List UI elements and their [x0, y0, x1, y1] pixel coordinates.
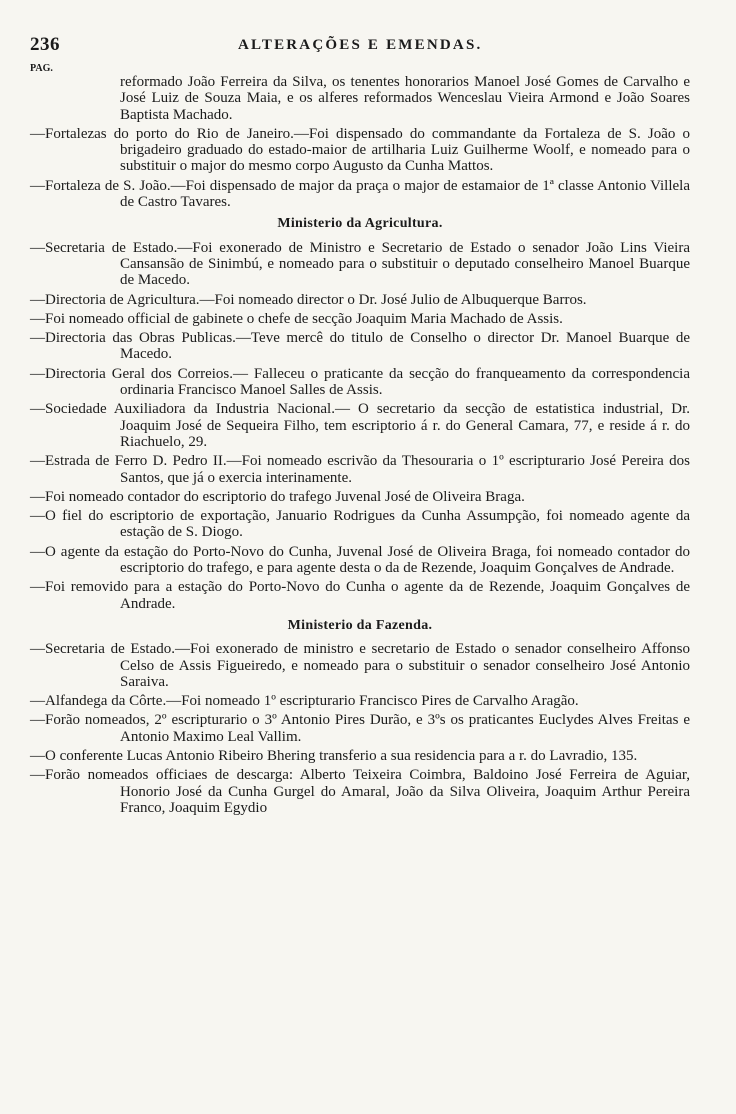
entry-text: —Fortaleza de S. João.—Foi dispensado de major da praça o major de estamaior de 1ª classe Antonio Villela de Castro Tavares.: [30, 177, 690, 211]
entry-text: —Foi nomeado official de gabinete o chefe de secção Joaquim Maria Machado de Assis.: [30, 310, 563, 327]
entry-paragraph: [30, 748, 690, 764]
entry-paragraph: [30, 712, 690, 745]
entry-paragraph: [30, 178, 690, 211]
page-body: [30, 74, 690, 819]
entry-text: —Directoria de Agricultura.—Foi nomeado director o Dr. José Julio de Albuquerque Barros.: [30, 291, 587, 308]
entries-group-c: [30, 641, 690, 816]
entry-text: —O agente da estação do Porto-Novo do Cunha, Juvenal José de Oliveira Braga, foi nomeado contador do escriptorio do trafego, e para agente desta o da de Rezende, Joaquim Gonçalves de Andrade.: [30, 543, 690, 577]
entry-paragraph: [30, 330, 690, 363]
entry-paragraph: [30, 126, 690, 175]
entries-group-b: [30, 240, 690, 612]
entry-paragraph: [30, 311, 690, 327]
section-heading-agricultura: Ministerio da Agricultura.: [277, 216, 443, 232]
entry-paragraph: [30, 240, 690, 289]
entry-text: —Foi nomeado contador do escriptorio do trafego Juvenal José de Oliveira Braga.: [30, 488, 525, 505]
entry-paragraph: [30, 579, 690, 612]
entry-text: reformado João Ferreira da Silva, os tenentes honorarios Manoel José Gomes de Carvalho e José Luiz de Souza Maia, e os alferes reformados Wenceslau Vieira Armond e João Soares Baptista Machado.: [120, 74, 690, 123]
entry-text: —Sociedade Auxiliadora da Industria Nacional.— O secretario da secção de estatistica industrial, Dr. Joaquim José de Sequeira Filho, tem escriptorio á r. do General Camara, 77, e reside á r. do Riachuelo, 29.: [30, 401, 690, 450]
entry-paragraph: [30, 544, 690, 577]
entry-paragraph: [30, 693, 690, 709]
entry-paragraph: [30, 366, 690, 399]
entry-paragraph: [30, 453, 690, 486]
entry-text: —Fortalezas do porto do Rio de Janeiro.—Foi dispensado do commandante da Fortaleza de S. João o brigadeiro graduado do estado-maior de artilharia Luiz Guilherme Woolf, e nomeado para o substituir o major do mesmo corpo Augusto da Cunha Mattos.: [30, 125, 690, 175]
entry-text: —Secretaria de Estado.—Foi exonerado de ministro e secretario de Estado o senador conselheiro Affonso Celso de Assis Figueiredo, e nomeado para o substituir o senador conselheiro José Antonio Saraiva.: [30, 641, 690, 690]
entry-text: —Alfandega da Côrte.—Foi nomeado 1º escripturario Francisco Pires de Carvalho Aragão.: [30, 693, 579, 710]
entry-text: —O fiel do escriptorio de exportação, Januario Rodrigues da Cunha Assumpção, foi nomeado agente da estação de S. Diogo.: [30, 508, 690, 541]
entry-text: —Directoria das Obras Publicas.—Teve mercê do titulo de Conselho o director Dr. Manoel Buarque de Macedo.: [30, 330, 690, 363]
entry-paragraph: [30, 508, 690, 541]
entry-text: —Forão nomeados, 2º escripturario o 3º Antonio Pires Durão, e 3ºs os praticantes Euclydes Alves Freitas e Antonio Maximo Leal Vallim.: [30, 712, 690, 745]
entry-paragraph: [30, 74, 690, 123]
entry-text: —O conferente Lucas Antonio Ribeiro Bhering transferio a sua residencia para a r. do Lavradio, 135.: [30, 747, 638, 764]
entry-text: —Estrada de Ferro D. Pedro II.—Foi nomeado escrivão da Thesouraria o 1º escripturario José Pereira dos Santos, que já o exercia interinamente.: [30, 453, 690, 486]
entry-paragraph: [30, 292, 690, 308]
page-number: 236: [30, 34, 60, 55]
section-heading-fazenda: Ministerio da Fazenda.: [287, 617, 433, 633]
entry-text: —Directoria Geral dos Correios.— Falleceu o praticante da secção do franqueamento da correspondencia ordinaria Francisco Manoel Salles de Assis.: [30, 365, 690, 399]
running-title: ALTERAÇÕES E EMENDAS.: [238, 37, 483, 53]
pag-label: PAG.: [30, 63, 53, 74]
entry-text: —Foi removido para a estação do Porto-Novo do Cunha o agente da de Rezende, Joaquim Gonçalves de Andrade.: [30, 579, 690, 612]
entries-group-a: [30, 74, 690, 210]
entry-text: —Secretaria de Estado.—Foi exonerado de Ministro e Secretario de Estado o senador João Lins Vieira Cansansão de Sinimbú, e nomeado para o substituir o deputado conselheiro Manoel Buarque de Macedo.: [30, 239, 690, 289]
entry-paragraph: [30, 767, 690, 816]
entry-text: —Forão nomeados officiaes de descarga: Alberto Teixeira Coimbra, Baldoino José Ferreira de Aguiar, Honorio José da Cunha Gurgel do Amaral, João da Silva Oliveira, Joaquim Arthur Pereira Franco, Joaquim Egydio: [30, 767, 690, 816]
entry-paragraph: [30, 641, 690, 690]
entry-paragraph: [30, 489, 690, 505]
entry-paragraph: [30, 401, 690, 450]
